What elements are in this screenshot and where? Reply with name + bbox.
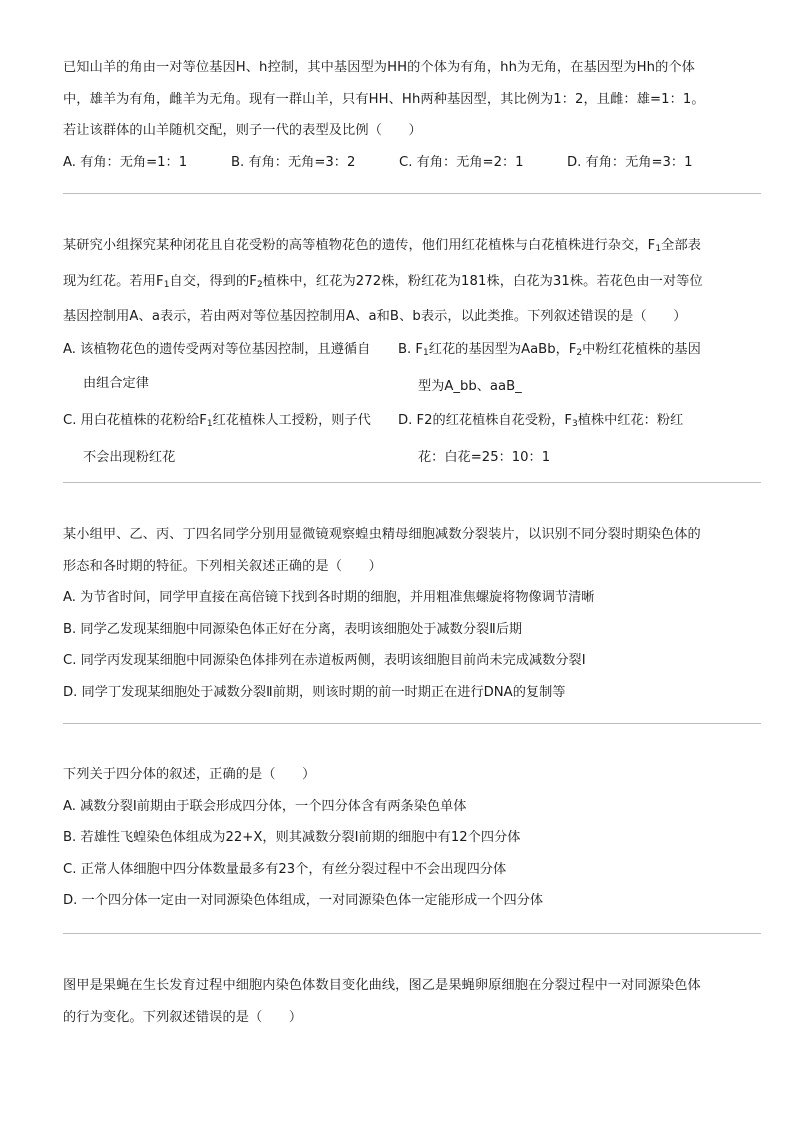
question-1	[63, 52, 738, 178]
option-b[interactable]: B. 同学乙发现某细胞中同源染色体正好在分离，表明该细胞处于减数分裂Ⅱ后期	[63, 621, 523, 637]
stem-text: 全部表	[661, 238, 702, 253]
question-5	[63, 970, 738, 1033]
option-d[interactable]	[398, 404, 738, 475]
stem-text: 自交，得到的F	[169, 273, 257, 289]
stem-line: 若让该群体的山羊随机交配，则子一代的表型及比例（ ）	[63, 123, 422, 138]
stem-text: 基因控制用A、a表示，若由两对等位基因控制用A、a和B、b表示，以此类推。下列叙述错误的是（ ）	[63, 309, 687, 324]
option-b-text: 红花的基因型为AaBb，F	[428, 341, 577, 357]
stem-line: 中，雄羊为有角，雌羊为无角。现有一群山羊，只有HH、Hh两种基因型，其比例为1：2，且雌：雄=1：1。	[63, 91, 705, 107]
question-divider	[63, 482, 761, 483]
option-b[interactable]	[398, 333, 738, 404]
stem-text: 植株中，红花为272株，粉红花为181株，白花为31株。若花色由一对等位	[262, 273, 703, 289]
question-5-stem	[63, 970, 738, 1033]
question-1-stem	[63, 52, 738, 147]
subscript: 1	[423, 347, 429, 358]
option-c[interactable]: C. 正常人体细胞中四分体数量最多有23个，有丝分裂过程中不会出现四分体	[63, 861, 507, 877]
option-d[interactable]: D. 同学丁发现某细胞处于减数分裂Ⅱ前期，则该时期的前一时期正在进行DNA的复制等	[63, 684, 566, 700]
option-c[interactable]: C. 同学丙发现某细胞中同源染色体排列在赤道板两侧，表明该细胞目前尚未完成减数分裂Ⅰ	[63, 653, 586, 668]
question-2-stem	[63, 230, 738, 333]
stem-text: 现为红花。若用F	[63, 273, 164, 289]
question-divider	[63, 193, 761, 194]
question-3-stem	[63, 519, 738, 582]
question-divider	[63, 723, 761, 724]
subscript: 1	[655, 244, 662, 254]
option-a[interactable]: A. 有角：无角=1：1	[63, 154, 188, 170]
option-c-text: 红花植株人工授粉，则子代	[212, 412, 371, 428]
option-c-text: C. 用白花植株的花粉给F	[63, 412, 207, 428]
subscript: 2	[256, 279, 263, 290]
question-4-stem	[63, 759, 738, 791]
stem-text: 某研究小组探究某种闭花且自花受粉的高等植物花色的遗传，他们用红花植株与白花植株进行杂交，F	[63, 238, 656, 253]
subscript: 1	[206, 418, 213, 429]
option-d-text: 植株中红花：粉红	[577, 412, 684, 428]
question-2	[63, 230, 738, 475]
stem-line: 形态和各时期的特征。下列相关叙述正确的是（ ）	[63, 558, 382, 574]
option-d-text: D. F2的红花植株自花受粉，F	[398, 412, 572, 428]
stem-line: 下列关于四分体的叙述，正确的是（ ）	[63, 767, 316, 782]
option-a-text: A. 该植物花色的遗传受两对等位基因控制，且遵循自	[63, 341, 371, 357]
option-b[interactable]: B. 若雄性飞蝗染色体组成为22+X，则其减数分裂Ⅰ前期的细胞中有12个四分体	[63, 830, 521, 845]
option-a[interactable]	[63, 333, 398, 404]
option-a-text-cont: 由组合定律	[83, 375, 149, 391]
stem-line: 某小组甲、乙、丙、丁四名同学分别用显微镜观察蝗虫精母细胞减数分裂装片，以识别不同分裂时期染色体的	[63, 527, 701, 542]
option-b-text: 中粉红花植株的基因	[582, 341, 701, 357]
subscript: 2	[576, 347, 583, 358]
option-c-text-cont: 不会出现粉红花	[83, 449, 176, 465]
question-2-options	[63, 333, 738, 475]
option-d[interactable]: D. 一个四分体一定由一对同源染色体组成，一对同源染色体一定能形成一个四分体	[63, 893, 544, 908]
stem-line: 的行为变化。下列叙述错误的是（ ）	[63, 1009, 303, 1025]
option-c[interactable]	[63, 404, 398, 475]
option-d-text-cont: 花：白花=25：10：1	[418, 449, 551, 465]
question-1-options	[63, 147, 738, 178]
option-b-text: B. F	[398, 341, 424, 357]
question-divider	[63, 933, 761, 934]
option-c[interactable]: C. 有角：无角=2：1	[399, 154, 524, 170]
option-a[interactable]: A. 为节省时间，同学甲直接在高倍镜下找到各时期的细胞，并用粗准焦螺旋将物像调节清晰	[63, 590, 595, 605]
question-4	[63, 759, 738, 917]
option-a[interactable]: A. 减数分裂Ⅰ前期由于联会形成四分体，一个四分体含有两条染色单体	[63, 798, 467, 814]
option-d[interactable]: D. 有角：无角=3：1	[567, 154, 693, 170]
subscript: 1	[163, 279, 170, 290]
option-b-text-cont: 型为A_bb、aaB_	[418, 378, 522, 394]
stem-line: 已知山羊的角由一对等位基因H、h控制，其中基因型为HH的个体为有角，hh为无角，在基因型为Hh的个体	[63, 60, 695, 75]
question-3	[63, 519, 738, 708]
subscript: 3	[571, 418, 578, 429]
option-b[interactable]: B. 有角：无角=3：2	[231, 154, 356, 170]
stem-line: 图甲是果蝇在生长发育过程中细胞内染色体数目变化曲线，图乙是果蝇卵原细胞在分裂过程中一对同源染色体	[63, 978, 701, 993]
